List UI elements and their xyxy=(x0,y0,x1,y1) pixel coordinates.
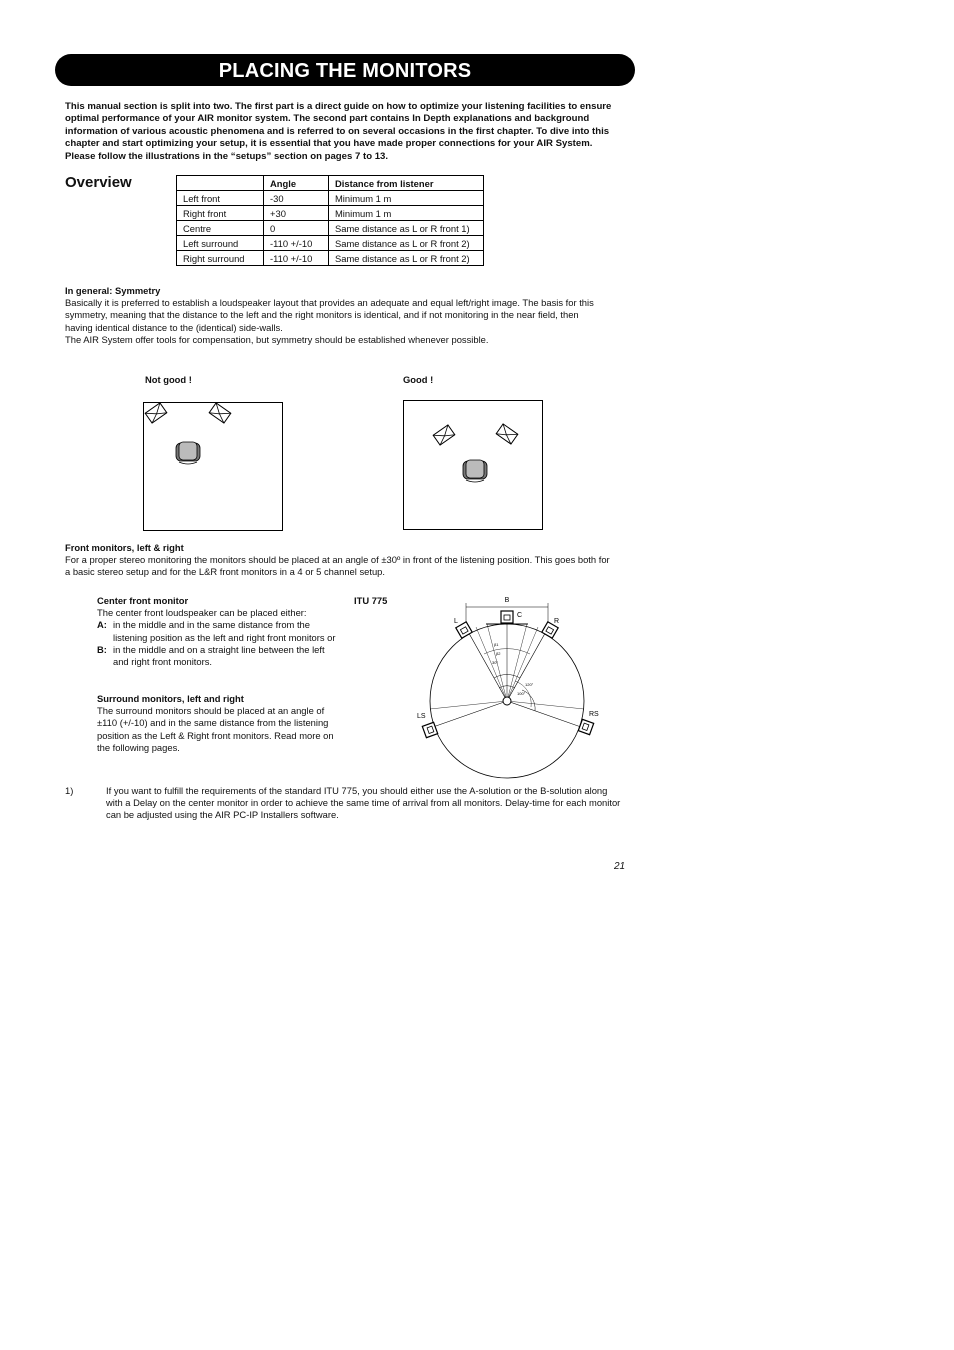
table-header: Angle xyxy=(264,176,329,191)
table-cell: Same distance as L or R front 1) xyxy=(329,221,484,236)
listener-chair-icon xyxy=(176,442,200,464)
speaker-icon xyxy=(496,424,518,444)
surround-heading: Surround monitors, left and right xyxy=(97,693,244,704)
room-diagram-not-good xyxy=(143,402,283,531)
label-rs: RS xyxy=(589,711,599,718)
table-header xyxy=(177,176,264,191)
label-l: L xyxy=(454,618,458,625)
label-beta-1: β1 xyxy=(494,642,499,647)
speaker-icon xyxy=(433,425,455,445)
speaker-icon xyxy=(456,622,472,638)
table-cell: Left front xyxy=(177,191,264,206)
itu-775-label: ITU 775 xyxy=(354,595,388,606)
label-angle-100: 100° xyxy=(517,691,526,696)
table-cell: +30 xyxy=(264,206,329,221)
table-cell: Same distance as L or R front 2) xyxy=(329,251,484,266)
intro-paragraph: This manual section is split into two. The first part is a direct guide on how to optimize your listening facilities to ensure optimal performance of your AIR monitor system. The second part contains In Depth explanations and background information of various acoustic phenomena and is referred to on several occasions in the first chapter. To dive into this chapter and start optimizing your setup, it is essential that you have made proper connections for your AIR System. Please follow the illustrations in the “setups” section on pages 7 to 13. xyxy=(65,101,612,162)
front-monitors-heading: Front monitors, left & right xyxy=(65,542,184,553)
overview-heading: Overview xyxy=(65,174,132,191)
table-row xyxy=(177,206,484,221)
table-header: Distance from listener xyxy=(329,176,484,191)
label-angle-120: 120° xyxy=(525,682,534,687)
listener-chair-icon xyxy=(463,460,487,482)
option-b-key: B: xyxy=(97,643,107,655)
center-monitor-intro: The center front loudspeaker can be placed either: xyxy=(97,607,307,619)
table-cell: Right surround xyxy=(177,251,264,266)
symmetry-heading: In general: Symmetry xyxy=(65,285,161,296)
symmetry-paragraph: Basically it is preferred to establish a loudspeaker layout that provides an adequate and equal left/right image. The basis for this symmetry, meaning that the distance to the left and the right monitors is identical, and if not monitoring in the near field, then having identical distance to the (identical) side-walls. xyxy=(65,297,594,333)
surround-section xyxy=(97,693,342,754)
page-title-banner xyxy=(55,54,635,86)
not-good-label: Not good ! xyxy=(145,374,192,385)
footnote-text: If you want to fulfill the requirements of the standard ITU 775, you should either use the A-solution or the B-solution along with a Delay on the center monitor in order to achieve the same time of arrival from all monitors. Delay-time for each monitor can be adjusted using the AIR PC-IP Installers software. xyxy=(106,785,621,821)
option-b-text: in the middle and on a straight line between the left and right front monitors. xyxy=(113,643,325,668)
table-cell: -30 xyxy=(264,191,329,206)
page-number: 21 xyxy=(614,861,626,872)
surround-paragraph: The surround monitors should be placed at an angle of ±110 (+/-10) and in the same distance from the listening position as the Left & Right front monitors. Read more on the following pages. xyxy=(97,705,334,753)
center-monitor-heading: Center front monitor xyxy=(97,595,189,606)
table-header-row xyxy=(177,176,484,191)
room-diagram-good xyxy=(403,400,543,530)
table-row xyxy=(177,251,484,266)
speaker-placement-table xyxy=(176,175,484,266)
table-cell: Minimum 1 m xyxy=(329,206,484,221)
table-cell: 0 xyxy=(264,221,329,236)
label-r: R xyxy=(554,618,560,625)
center-monitor-section xyxy=(97,595,342,668)
speaker-icon xyxy=(209,403,231,423)
good-label: Good ! xyxy=(403,374,434,385)
label-ls: LS xyxy=(417,713,426,720)
speaker-icon xyxy=(578,719,593,734)
table-row xyxy=(177,236,484,251)
table-cell: -110 +/-10 xyxy=(264,236,329,251)
table-cell: Same distance as L or R front 2) xyxy=(329,236,484,251)
option-b xyxy=(97,644,342,668)
label-c: C xyxy=(517,612,523,619)
table-row xyxy=(177,221,484,236)
option-a xyxy=(97,619,342,643)
symmetry-section xyxy=(65,285,605,346)
page-title: PLACING THE MONITORS xyxy=(218,60,472,82)
option-a-text: in the middle and in the same distance from the listening position as the left and right front monitors or xyxy=(113,619,336,643)
label-beta-2: β2 xyxy=(496,651,501,656)
label-b: B xyxy=(504,597,510,604)
symmetry-note: The AIR System offer tools for compensation, but symmetry should be established whenever possible. xyxy=(65,333,489,345)
speaker-icon xyxy=(145,403,167,423)
front-monitors-paragraph: For a proper stereo monitoring the monitors should be placed at an angle of ±30º in front of the listening position. This goes both for a basic stereo setup and for the L&R front monitors in a 4 or 5 channel setup. xyxy=(65,554,610,578)
table-cell: Right front xyxy=(177,206,264,221)
speaker-icon xyxy=(501,611,513,623)
footnote-number: 1) xyxy=(65,785,74,796)
label-angle-30: 30° xyxy=(492,660,499,665)
table-cell: Minimum 1 m xyxy=(329,191,484,206)
front-monitors-section xyxy=(65,542,610,579)
speaker-icon xyxy=(422,722,437,737)
listener-position xyxy=(503,697,511,705)
option-a-key: A: xyxy=(97,619,107,631)
table-cell: -110 +/-10 xyxy=(264,251,329,266)
table-cell: Centre xyxy=(177,221,264,236)
table-row xyxy=(177,191,484,206)
table-cell: Left surround xyxy=(177,236,264,251)
itu-775-diagram xyxy=(414,594,604,780)
